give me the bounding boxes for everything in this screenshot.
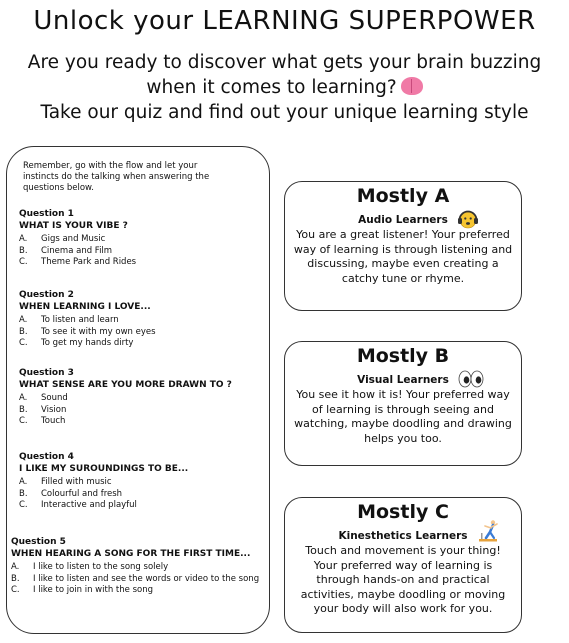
question-number: Question 4 <box>19 452 74 462</box>
option-c[interactable]: C. Theme Park and Rides <box>19 257 137 267</box>
option-a[interactable]: A. Filled with music <box>19 477 112 487</box>
option-a[interactable]: A. I like to listen to the song solely <box>11 562 169 572</box>
page-title: Unlock your LEARNING SUPERPOWER <box>33 6 536 36</box>
intro-line-2: when it comes to learning? <box>0 75 569 100</box>
brain-icon <box>401 77 423 95</box>
option-b[interactable]: B. Cinema and Film <box>19 245 113 256</box>
question-text: I LIKE MY SUROUNDINGS TO BE... <box>19 464 189 474</box>
result-card-mostly-b <box>284 341 522 466</box>
gymnast-icon <box>476 519 500 543</box>
result-heading: Mostly A <box>356 185 450 207</box>
question-text: WHEN LEARNING I LOVE... <box>19 302 151 312</box>
option-c[interactable]: C. Interactive and playful <box>19 500 137 510</box>
result-subheading: Kinesthetics Learners <box>338 529 467 544</box>
option-a[interactable]: A. To listen and learn <box>19 315 119 325</box>
option-b[interactable]: B. I like to listen and see the words or video to the song <box>11 573 260 584</box>
result-heading: Mostly B <box>356 345 450 367</box>
result-subheading: Audio Learners <box>358 213 448 228</box>
question-3 <box>19 368 264 428</box>
intro-line-3: Take our quiz and find out your unique learning style <box>40 102 529 123</box>
option-c[interactable]: C. I like to join in with the song <box>11 585 153 595</box>
option-b[interactable]: B. Colourful and fresh <box>19 488 123 499</box>
question-4 <box>19 452 264 512</box>
question-number: Question 2 <box>19 290 74 300</box>
option-c[interactable]: C. To get my hands dirty <box>19 338 134 348</box>
option-b[interactable]: B. To see it with my own eyes <box>19 326 156 337</box>
question-5 <box>11 537 263 597</box>
result-body: You are a great listener! Your preferred way of learning is through listening and discussing, maybe even creating a catchy tune or rhyme. <box>293 228 513 285</box>
option-a[interactable]: A. Gigs and Music <box>19 234 106 244</box>
result-heading: Mostly C <box>357 501 449 523</box>
question-text: WHEN HEARING A SONG FOR THE FIRST TIME... <box>11 549 251 559</box>
result-subheading: Visual Learners <box>357 373 449 388</box>
result-card-mostly-c <box>284 497 522 633</box>
question-text: WHAT SENSE ARE YOU MORE DRAWN TO ? <box>19 380 232 390</box>
question-number: Question 3 <box>19 368 74 378</box>
option-c[interactable]: C. Touch <box>19 416 66 426</box>
intro-text <box>0 50 569 125</box>
question-number: Question 5 <box>11 537 66 547</box>
eyes-icon <box>457 367 485 391</box>
quiz-note: Remember, go with the flow and let your instincts do the talking when answering the questions below. <box>23 161 210 193</box>
headphones-face-icon <box>456 207 480 231</box>
result-body: Touch and movement is your thing! Your preferred way of learning is through hands-on and practical activities, maybe doodling or moving your body will also work for you. <box>300 544 506 615</box>
intro-line-1: Are you ready to discover what gets your brain buzzing <box>27 52 542 73</box>
question-2 <box>19 290 264 350</box>
result-card-mostly-a <box>284 181 522 311</box>
question-1 <box>19 209 264 269</box>
option-a[interactable]: A. Sound <box>19 393 68 403</box>
result-body: You see it how it is! Your preferred way of learning is through seeing and watching, maybe doodling and drawing helps you too. <box>294 388 512 445</box>
question-number: Question 1 <box>19 209 74 219</box>
question-text: WHAT IS YOUR VIBE ? <box>19 221 128 231</box>
quiz-panel <box>6 146 270 634</box>
option-b[interactable]: B. Vision <box>19 404 67 415</box>
